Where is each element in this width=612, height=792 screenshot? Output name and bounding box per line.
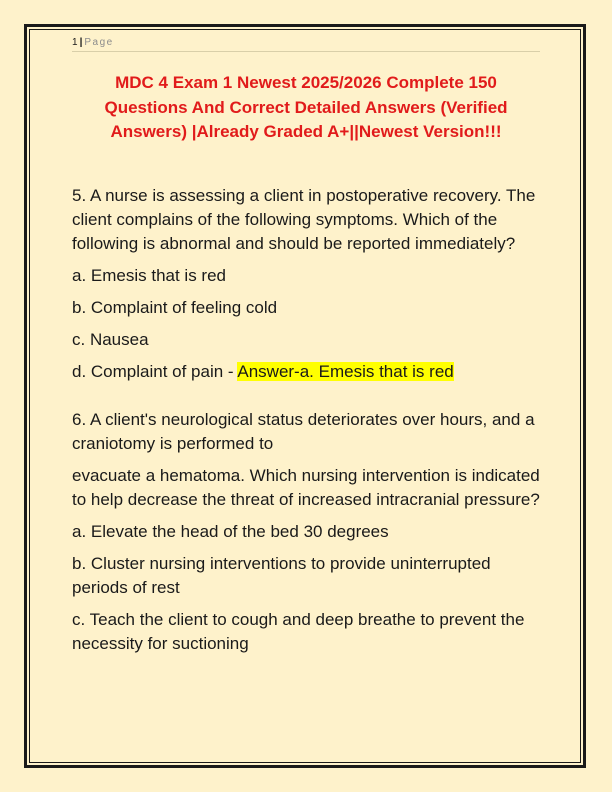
page-separator: | [79,37,83,48]
answer-option: c. Nausea [72,330,149,349]
highlighted-answer: Answer-a. Emesis that is red [237,362,454,381]
question-spacer [72,392,540,408]
answer-option: a. Emesis that is red [72,266,227,285]
answer-option: a. Elevate the head of the bed 30 degrees [72,522,389,541]
answer-option: b. Cluster nursing interventions to provide uninterrupted periods of rest [72,554,491,597]
answer-option-text: d. Complaint of pain - [72,362,238,381]
answer-option: c. Teach the client to cough and deep breathe to prevent the necessity for suctioning [72,610,525,653]
answer-option: b. Complaint of feeling cold [72,298,278,317]
question-6 [72,408,540,656]
question-stem: 5. A nurse is assessing a client in postoperative recovery. The client complains of the following symptoms. Which of the following is abnormal and should be reported immediately? [72,186,536,253]
question-5 [72,184,540,384]
page-header [72,37,540,52]
question-stem-continued: evacuate a hematoma. Which nursing intervention is indicated to help decrease the threat of increased intracranial pressure? [72,466,540,509]
document-title: MDC 4 Exam 1 Newest 2025/2026 Complete 150 Questions And Correct Detailed Answers (Verified Answers) |Already Graded A+||Newest Version!!! [104,73,508,141]
page-label: Page [84,37,114,48]
document-content [72,184,540,664]
page-number: 1 [72,37,78,48]
question-stem: 6. A client's neurological status deteriorates over hours, and a craniotomy is performed to [72,410,535,453]
answer-option-with-key [72,360,540,384]
